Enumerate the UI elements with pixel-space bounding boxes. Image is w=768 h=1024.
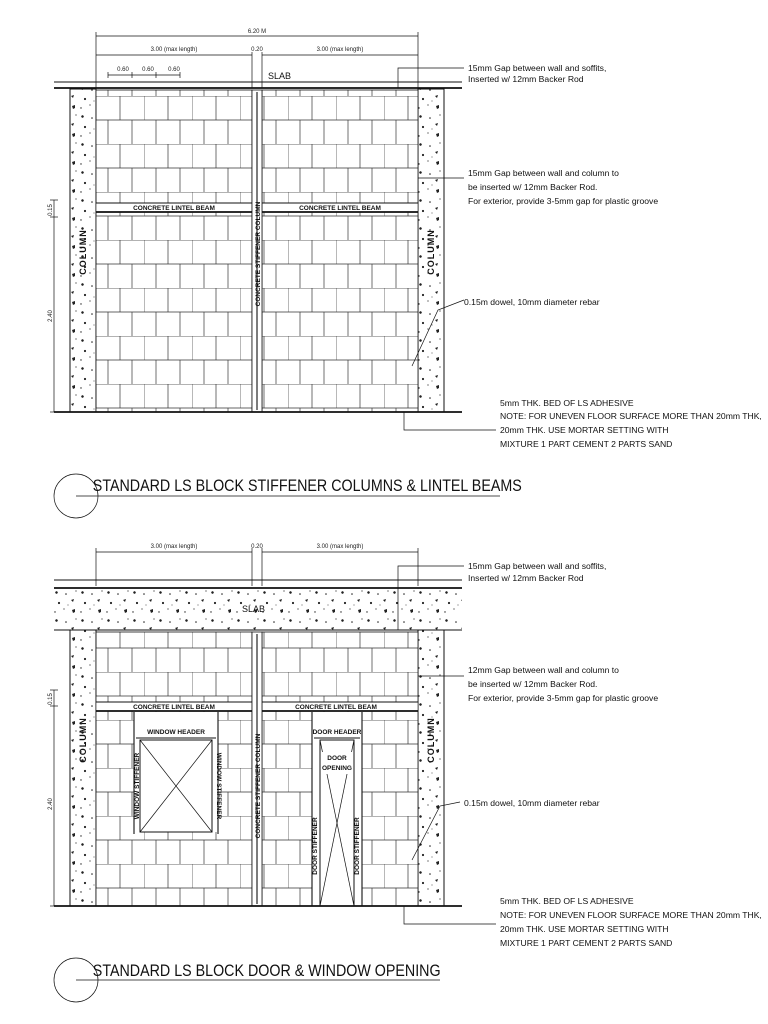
stiffener-height-dim: 0.15 bbox=[48, 204, 54, 216]
note2-gap-column-3: For exterior, provide 3-5mm gap for plastic groove bbox=[468, 693, 659, 703]
note2-gap-column-1: 12mm Gap between wall and column to bbox=[468, 665, 619, 675]
left-column-label-2: COLUMN bbox=[78, 717, 88, 763]
note2-bed-1: 5mm THK. BED OF LS ADHESIVE bbox=[500, 896, 634, 906]
door-opening bbox=[312, 712, 362, 906]
note-gap-soffit-2: Inserted w/ 12mm Backer Rod bbox=[468, 74, 584, 84]
detail-1-stiffener-columns bbox=[48, 29, 762, 518]
window-stiffener-label-left: WINDOW STIFFENER bbox=[134, 752, 141, 820]
note2-gap-column-2: be inserted w/ 12mm Backer Rod. bbox=[468, 679, 598, 689]
slab-label-2: SLAB bbox=[242, 604, 266, 614]
note2-bed-4: MIXTURE 1 PART CEMENT 2 PARTS SAND bbox=[500, 938, 673, 948]
span-dim-right-2: 3.00 (max length) bbox=[316, 544, 364, 550]
wall-height-dim-2: 2.40 bbox=[48, 798, 54, 810]
title-detail-2: STANDARD LS BLOCK DOOR & WINDOW OPENING bbox=[92, 961, 441, 981]
block-dim-1: 0.60 bbox=[117, 67, 129, 73]
right-column-label: COLUMN bbox=[426, 229, 436, 275]
note-dowel: 0.15m dowel, 10mm diameter rebar bbox=[464, 297, 600, 307]
window-stiffener-label-right: WINDOW STIFFENER bbox=[215, 752, 222, 820]
stiffener-column-label: CONCRETE STIFFENER COLUMN bbox=[255, 201, 262, 307]
note-gap-column-2: be inserted w/ 12mm Backer Rod. bbox=[468, 182, 598, 192]
lintel-label-left: CONCRETE LINTEL BEAM bbox=[133, 205, 215, 212]
slab-2 bbox=[54, 580, 462, 630]
note-gap-column-3: For exterior, provide 3-5mm gap for plastic groove bbox=[468, 196, 659, 206]
detail-2-door-window-opening bbox=[48, 544, 762, 1002]
note2-dowel: 0.15m dowel, 10mm diameter rebar bbox=[464, 798, 600, 808]
door-stiffener-label-right: DOOR STIFFENER bbox=[354, 817, 361, 875]
lintel-label-right-2: CONCRETE LINTEL BEAM bbox=[295, 704, 377, 711]
door-stiffener-label-left: DOOR STIFFENER bbox=[312, 817, 319, 875]
note2-bed-3: 20mm THK. USE MORTAR SETTING WITH bbox=[500, 924, 669, 934]
note2-gap-soffit-1: 15mm Gap between wall and soffits, bbox=[468, 561, 607, 571]
left-column-label: COLUMN bbox=[78, 229, 88, 275]
note-bed-3: 20mm THK. USE MORTAR SETTING WITH bbox=[500, 425, 669, 435]
column-gap-dim: 0.20 bbox=[251, 47, 263, 53]
note-bed-2: NOTE: FOR UNEVEN FLOOR SURFACE MORE THAN 20mm THK, bbox=[500, 411, 762, 421]
notes-detail-1 bbox=[464, 63, 762, 449]
span-dim-right: 3.00 (max length) bbox=[316, 47, 364, 53]
brick-wall-left bbox=[96, 90, 252, 412]
window-header-label: WINDOW HEADER bbox=[147, 729, 205, 736]
block-dim-3: 0.60 bbox=[168, 67, 180, 73]
wall-height-dim: 2.40 bbox=[48, 310, 54, 322]
note-bed-4: MIXTURE 1 PART CEMENT 2 PARTS SAND bbox=[500, 439, 673, 449]
stiffener-height-dim-2: 0.15 bbox=[48, 693, 54, 705]
right-column-2 bbox=[418, 630, 444, 906]
right-column-label-2: COLUMN bbox=[426, 717, 436, 763]
slab-label: SLAB bbox=[268, 71, 292, 81]
notes-detail-2 bbox=[464, 561, 762, 948]
left-column-2 bbox=[70, 630, 96, 906]
note-bed-1: 5mm THK. BED OF LS ADHESIVE bbox=[500, 398, 634, 408]
span-dim-left-2: 3.00 (max length) bbox=[150, 544, 198, 550]
door-header-label: DOOR HEADER bbox=[312, 729, 362, 736]
slab bbox=[54, 71, 462, 88]
overall-width-dim: 6.20 M bbox=[247, 29, 267, 35]
lintel-label-right: CONCRETE LINTEL BEAM bbox=[299, 205, 381, 212]
stiffener-column-label-2: CONCRETE STIFFENER COLUMN bbox=[255, 733, 262, 839]
door-opening-label-1: DOOR bbox=[327, 755, 347, 762]
note-gap-soffit-1: 15mm Gap between wall and soffits, bbox=[468, 63, 607, 73]
span-dim-left: 3.00 (max length) bbox=[150, 47, 198, 53]
window-opening bbox=[134, 712, 222, 834]
note2-gap-soffit-2: Inserted w/ 12mm Backer Rod bbox=[468, 573, 584, 583]
brick-wall-right bbox=[262, 90, 418, 412]
title-detail-1: STANDARD LS BLOCK STIFFENER COLUMNS & LINTEL BEAMS bbox=[92, 476, 522, 496]
column-gap-dim-2: 0.20 bbox=[251, 544, 263, 550]
block-dim-2: 0.60 bbox=[142, 67, 154, 73]
note-gap-column-1: 15mm Gap between wall and column to bbox=[468, 168, 619, 178]
lintel-label-left-2: CONCRETE LINTEL BEAM bbox=[133, 704, 215, 711]
door-opening-label-2: OPENING bbox=[322, 765, 352, 772]
note2-bed-2: NOTE: FOR UNEVEN FLOOR SURFACE MORE THAN 20mm THK, bbox=[500, 910, 762, 920]
